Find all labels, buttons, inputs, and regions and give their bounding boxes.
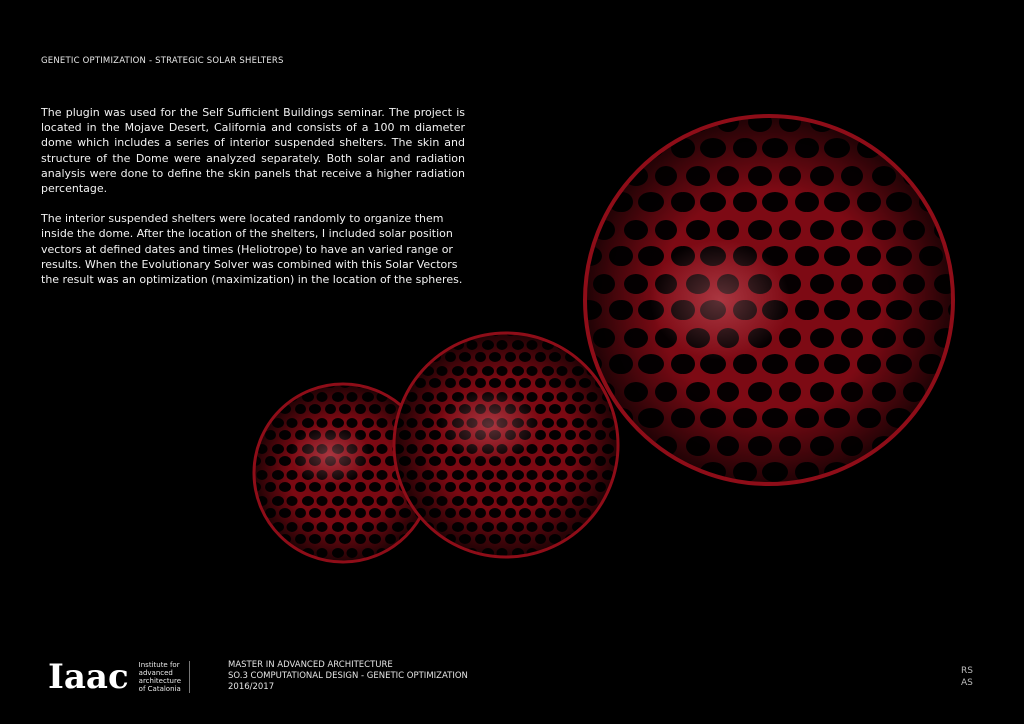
paragraph-1: The plugin was used for the Self Sufficient Buildings seminar. The project is located in the Mojave Desert, California and consists of a 100 m diameter dome which includes a series of interior suspended shelters. The skin and structure of the Dome were analyzed separately. Both solar and radiation analysis were done to define the skin panels that receive a higher radiation percentage. bbox=[41, 106, 465, 196]
logo-mark-text: Iaac bbox=[48, 657, 129, 697]
footer-course: SO.3 COMPUTATIONAL DESIGN - GENETIC OPTIMIZATION bbox=[228, 671, 468, 681]
logo-subtitle: Institute for advanced architecture of Catalonia bbox=[139, 661, 190, 693]
page-header: GENETIC OPTIMIZATION - STRATEGIC SOLAR SHELTERS bbox=[41, 56, 284, 66]
large-sphere bbox=[585, 116, 953, 484]
footer-info bbox=[228, 660, 468, 693]
body-text bbox=[41, 105, 465, 302]
corner-text: RS AS bbox=[961, 666, 973, 688]
logo-mark bbox=[48, 657, 129, 697]
iaac-logo bbox=[48, 657, 190, 697]
medium-sphere bbox=[394, 333, 618, 557]
paragraph-2: The interior suspended shelters were located randomly to organize them inside the dome. After the location of the shelters, I included solar position vectors at defined dates and times (Heliotrope) to have an varied range or results. When the Evolutionary Solver was combined with this Solar Vectors the result was an optimization (maximization) in the location of the spheres. bbox=[41, 212, 463, 287]
footer-program: MASTER IN ADVANCED ARCHITECTURE bbox=[228, 660, 393, 670]
footer-year: 2016/2017 bbox=[228, 682, 275, 692]
